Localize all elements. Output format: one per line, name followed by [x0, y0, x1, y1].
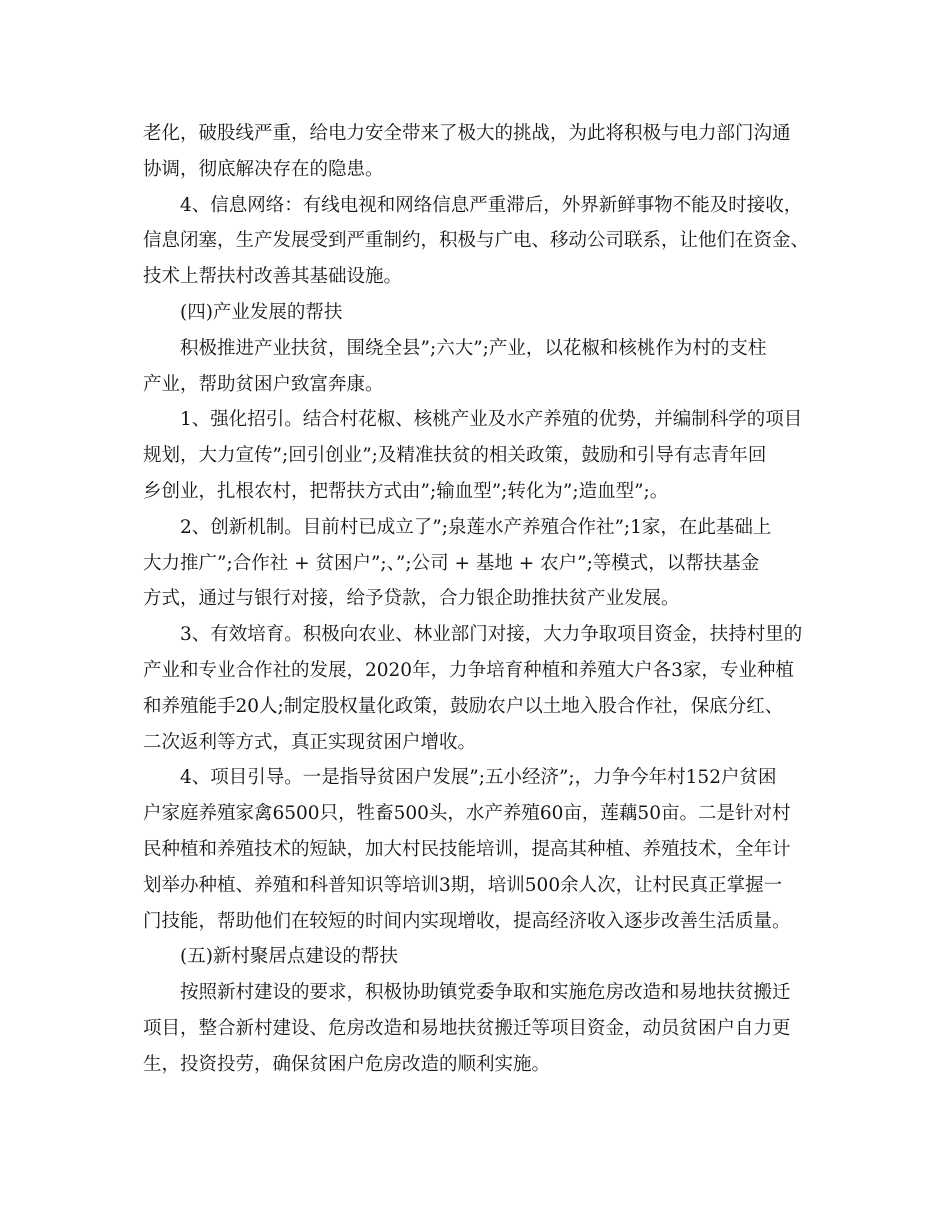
text-line: 规划，大力宣传”;回引创业”;及精准扶贫的相关政策，鼓励和引导有志青年回 — [143, 445, 767, 467]
text-line: 产业，帮助贫困户致富奔康。 — [143, 373, 384, 395]
text-line: 4、信息网络：有线电视和网络信息严重滞后，外界新鲜事物不能及时接收， — [180, 194, 803, 216]
text-line: 产业和专业合作社的发展，2020年，力争培育种植和养殖大户各3家，专业种植 — [143, 659, 794, 681]
text-line: 技术上帮扶村改善其基础设施。 — [143, 266, 403, 288]
text-line: 民种植和养殖技术的短缺，加大村民技能培训，提高其种植、养殖技术，全年计 — [143, 838, 791, 860]
text-line: 生，投资投劳，确保贫困户危房改造的顺利实施。 — [143, 1053, 551, 1075]
text-line: 协调，彻底解决存在的隐患。 — [143, 158, 384, 180]
text-line: 方式，通过与银行对接，给予贷款，合力银企助推扶贫产业发展。 — [143, 588, 680, 610]
text-line: 项目，整合新村建设、危房改造和易地扶贫搬迁等项目资金，动员贫困户自力更 — [143, 1017, 791, 1039]
text-line: 二次返利等方式，真正实现贫困户增收。 — [143, 731, 477, 753]
document-body — [143, 116, 810, 1083]
text-line: 积极推进产业扶贫，围绕全县”;六大”;产业，以花椒和核桃作为村的支柱 — [180, 337, 767, 359]
text-line: 门技能，帮助他们在较短的时间内实现增收，提高经济收入逐步改善生活质量。 — [143, 910, 791, 932]
section-heading: (五)新村聚居点建设的帮扶 — [180, 946, 398, 968]
text-line: 划举办种植、养殖和科普知识等培训3期，培训500余人次，让村民真正掌握一 — [143, 874, 783, 896]
text-line: 乡创业，扎根农村，把帮扶方式由”;输血型”;转化为”;造血型”;。 — [143, 480, 669, 502]
text-line: 和养殖能手20人;制定股权量化政策，鼓励农户以土地入股合作社，保底分红、 — [143, 695, 784, 717]
text-line: 1、强化招引。结合村花椒、核桃产业及水产养殖的优势，并编制科学的项目 — [180, 409, 803, 431]
text-line: 3、有效培育。积极向农业、林业部门对接，大力争取项目资金，扶持村里的 — [180, 624, 803, 646]
text-line: 2、创新机制。目前村已成立了”;泉莲水产养殖合作社”;1家，在此基础上 — [180, 516, 772, 538]
section-heading: (四)产业发展的帮扶 — [180, 301, 343, 323]
text-line: 户家庭养殖家禽6500只，牲畜500头，水产养殖60亩，莲藕50亩。二是针对村 — [143, 803, 791, 825]
text-line: 信息闭塞，生产发展受到严重制约，积极与广电、移动公司联系，让他们在资金、 — [143, 230, 810, 252]
text-line: 按照新村建设的要求，积极协助镇党委争取和实施危房改造和易地扶贫搬迁 — [180, 982, 791, 1004]
text-line: 老化，破股线严重，给电力安全带来了极大的挑战，为此将积极与电力部门沟通 — [143, 123, 791, 144]
text-line: 大力推广”;合作社 + 贫困户”;、”;公司 + 基地 + 农户”;等模式，以帮扶基金 — [143, 552, 760, 574]
text-line: 4、项目引导。一是指导贫困户发展”;五小经济”;，力争今年村152户贫困 — [180, 767, 777, 789]
